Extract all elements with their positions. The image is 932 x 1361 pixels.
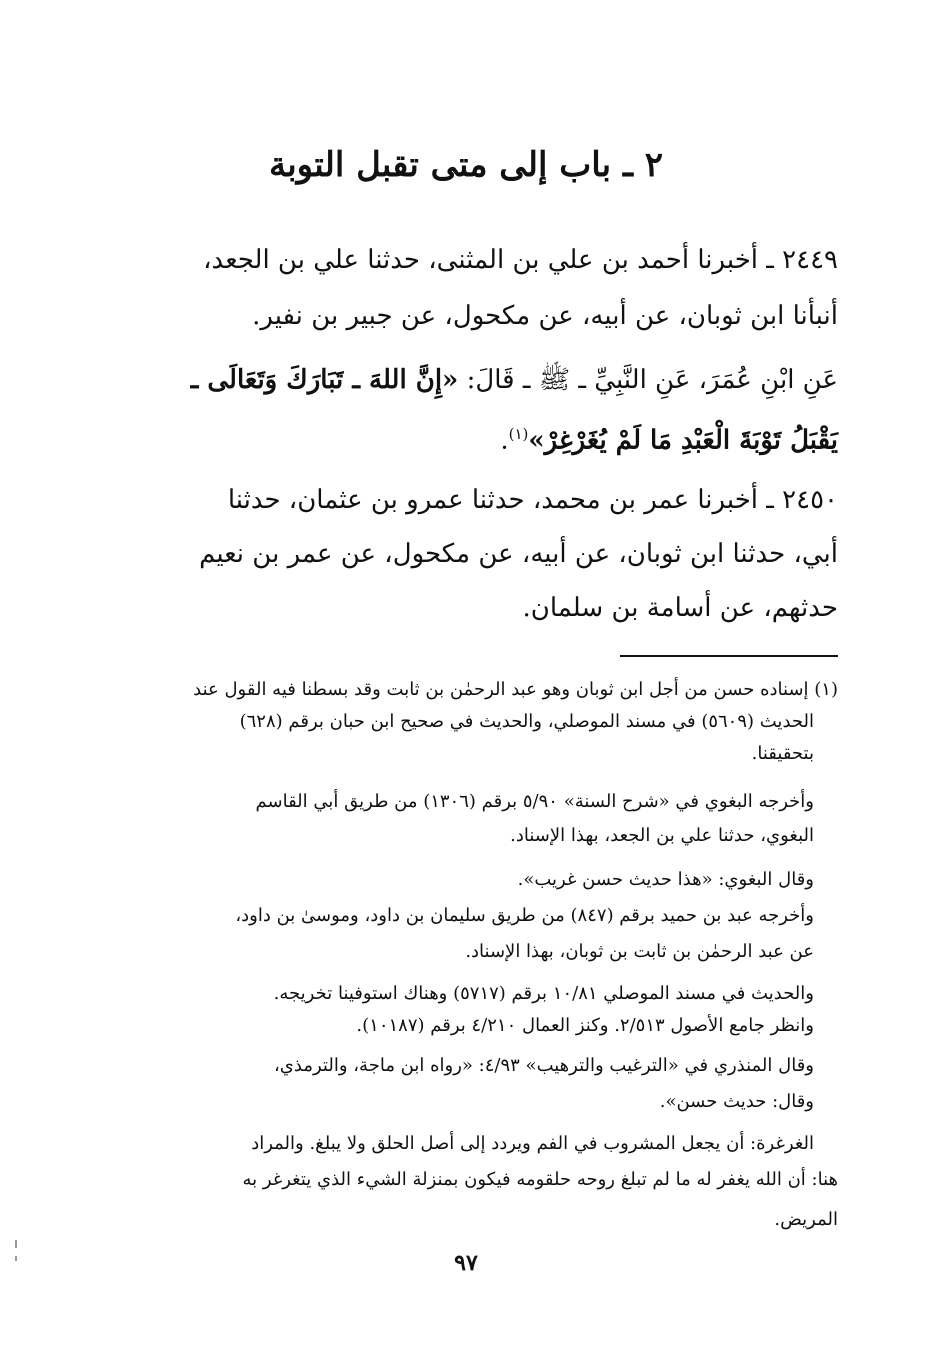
footnote-divider xyxy=(620,655,838,657)
footnote-line: والحديث في مسند الموصلي ١٠/٨١ برقم (٥٧١٧) وهناك استوفينا تخريجه. xyxy=(273,983,814,1004)
footnote-line: وانظر جامع الأصول ٢/٥١٣. وكنز العمال ٤/٢١٠ برقم (١٠١٨٧). xyxy=(356,1015,814,1036)
hadith-2450-isnad-line-2: أبي، حدثنا ابن ثوبان، عن أبيه، عن مكحول، عن عمر بن نعيم xyxy=(199,539,838,569)
matn-quote-end: يَقْبَلُ تَوْبَةَ الْعَبْدِ مَا لَمْ يُغَرْغِرْ» xyxy=(528,425,838,456)
footnote-line: البغوي، حدثنا علي بن الجعد، بهذا الإسناد. xyxy=(510,825,814,846)
footnote-line: المريض. xyxy=(774,1209,838,1230)
footnote-line: وقال البغوي: «هذا حديث حسن غريب». xyxy=(517,869,814,890)
footnote-line: وأخرجه البغوي في «شرح السنة» ٥/٩٠ برقم (١٣٠٦) من طريق أبي القاسم xyxy=(255,791,814,812)
footnote-line: بتحقيقنا. xyxy=(751,743,814,764)
matn-period: . xyxy=(500,425,509,456)
footnote-line: الغرغرة: أن يجعل المشروب في الفم ويردد إلى أصل الحلق ولا يبلغ. والمراد xyxy=(251,1133,814,1154)
footnote-reference: (١) xyxy=(508,425,529,443)
footnote-line: وقال المنذري في «الترغيب والترهيب» ٤/٩٣: «رواه ابن ماجة، والترمذي، xyxy=(274,1055,814,1076)
matn-intro: عَنِ ابْنِ عُمَرَ، عَنِ النَّبِيِّ ـ ﷺ ـ قَالَ: xyxy=(458,365,838,395)
hadith-2449-matn-line-1 xyxy=(122,360,838,400)
footnote-line: عن عبد الرحمٰن بن ثابت بن ثوبان، بهذا الإسناد. xyxy=(465,941,814,962)
matn-quote-start: «إِنَّ اللهَ ـ تَبَارَكَ وَتَعَالَى ـ xyxy=(190,365,459,395)
scan-speck xyxy=(15,1240,17,1248)
hadith-2449-matn-line-2 xyxy=(122,414,838,461)
scan-speck xyxy=(15,1256,17,1261)
footnote-line: هنا: أن الله يغفر له ما لم تبلغ روحه حلقومه فيكون بمنزلة الشيء الذي يتغرغر به xyxy=(242,1169,838,1190)
footnote-line: (١) إسناده حسن من أجل ابن ثوبان وهو عبد الرحمٰن بن ثابت وقد بسطنا فيه القول عند xyxy=(193,679,838,700)
footnote-line: الحديث (٥٦٠٩) في مسند الموصلي، والحديث في صحيح ابن حبان برقم (٦٢٨) xyxy=(239,711,814,732)
page-number: ٩٧ xyxy=(454,1250,478,1276)
hadith-2449-isnad-line-2: أنبأنا ابن ثوبان، عن أبيه، عن مكحول، عن جبير بن نفير. xyxy=(252,301,838,331)
footnote-line: وأخرجه عبد بن حميد برقم (٨٤٧) من طريق سليمان بن داود، وموسىٰ بن داود، xyxy=(235,905,814,926)
hadith-2450-isnad-line-1: ٢٤٥٠ ـ أخبرنا عمر بن محمد، حدثنا عمرو بن عثمان، حدثنا xyxy=(227,485,838,515)
chapter-title: ٢ ـ باب إلى متى تقبل التوبة xyxy=(268,145,664,185)
footnote-line: وقال: حديث حسن». xyxy=(659,1091,814,1112)
hadith-2450-isnad-line-3: حدثهم، عن أسامة بن سلمان. xyxy=(522,593,838,623)
hadith-2449-isnad-line-1: ٢٤٤٩ ـ أخبرنا أحمد بن علي بن المثنى، حدثنا علي بن الجعد، xyxy=(203,245,838,275)
